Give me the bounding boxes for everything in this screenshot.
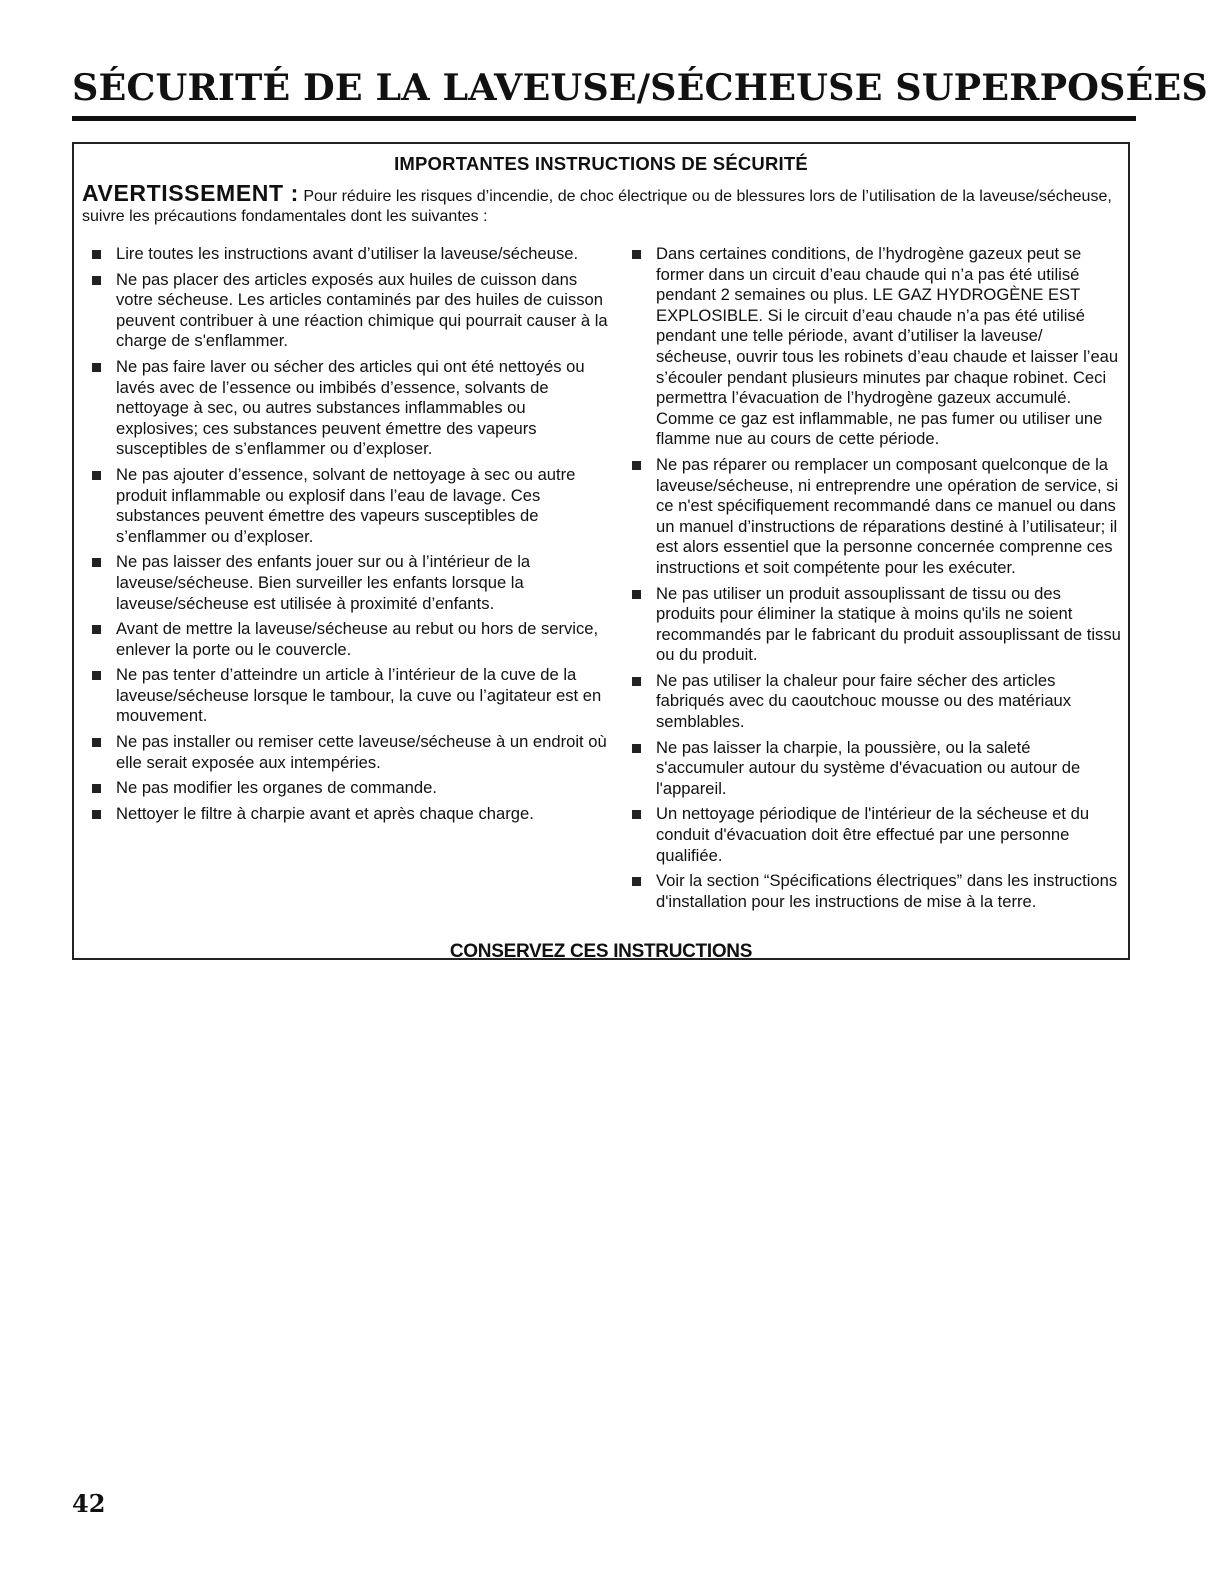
bullet-icon [92,738,101,747]
safety-instructions-box [72,142,1130,960]
list-item [82,619,610,660]
warning-text: Pour réduire les risques d’incendie, de choc électrique ou de blessures lors de l’utilisation de la laveuse/sécheuse, suivre les précautions fondamentales dont les suivantes : [82,188,1112,225]
list-item [622,455,1122,579]
bullet-icon [92,558,101,567]
list-item [82,465,610,547]
bullet-icon [92,250,101,259]
list-item [82,778,610,799]
bullet-icon [632,877,641,886]
bullet-icon [92,625,101,634]
list-item [622,871,1122,912]
list-item-text: Avant de mettre la laveuse/sécheuse au rebut ou hors de service, enlever la porte ou le couvercle. [116,619,599,659]
list-item [622,584,1122,666]
list-item [622,804,1122,866]
list-item-text: Ne pas ajouter d’essence, solvant de nettoyage à sec ou autre produit inflammable ou explosif dans l’eau de lavage. Ces substances peuvent émettre des vapeurs susceptibles de s’enflammer ou d’exploser. [116,464,576,546]
list-item-text: Ne pas installer ou remiser cette laveuse/sécheuse à un endroit où elle serait exposée aux intempéries. [116,732,607,772]
list-item [82,244,610,265]
safety-list-right [622,244,1122,917]
bullet-icon [92,363,101,372]
list-item-text: Ne pas utiliser la chaleur pour faire sécher des articles fabriqués avec du caoutchouc mousse ou des matériaux semblables. [656,670,1072,732]
list-item-text: Ne pas tenter d’atteindre un article à l’intérieur de la cuve de la laveuse/sécheuse lorsque le tambour, la cuve ou l’agitateur est en mouvement. [116,665,602,726]
list-item [82,732,610,773]
list-item-text: Ne pas faire laver ou sécher des articles qui ont été nettoyés ou lavés avec de l’essence ou imbibés d’essence, solvants de nettoyage à sec, ou autres substances inflammables ou explosives; ces substances peuvent émettre des vapeurs susceptibles de s’enflammer ou d’exploser. [116,356,585,459]
warning-paragraph [82,180,1122,227]
warning-label: AVERTISSEMENT : [82,180,299,206]
list-item [82,804,610,825]
bullet-icon [632,590,641,599]
safety-list-left [82,244,610,829]
bullet-icon [632,810,641,819]
list-item [82,552,610,614]
bullet-icon [92,471,101,480]
list-item-text: Lire toutes les instructions avant d’utiliser la laveuse/sécheuse. [116,244,579,263]
list-item-text: Ne pas placer des articles exposés aux huiles de cuisson dans votre sécheuse. Les articles contaminés par des huiles de cuisson peuvent contribuer à une réaction chimique qui pourrait causer à la charge de s'enflammer. [116,269,608,351]
list-item [622,671,1122,733]
list-item [622,244,1122,450]
bullet-icon [632,677,641,686]
bullet-icon [632,461,641,470]
list-item-text: Nettoyer le filtre à charpie avant et après chaque charge. [116,803,534,823]
list-item [82,357,610,460]
title-underline [72,116,1136,121]
list-item-text: Ne pas réparer ou remplacer un composant quelconque de la laveuse/sécheuse, ni entreprendre une opération de service, si ce n'est spécifiquement recommandé dans ce manuel ou dans un manuel d’instructions de réparations destiné à l’utilisateur; il est alors essentiel que la personne concernée comprenne ces instructions et soit compétente pour les exécuter. [656,454,1119,577]
conservez-instructions-footer: CONSERVEZ CES INSTRUCTIONS [449,941,753,962]
safety-heading: IMPORTANTES INSTRUCTIONS DE SÉCURITÉ [394,153,808,174]
list-item-text: Ne pas utiliser un produit assouplissant de tissu ou des produits pour éliminer la statique à moins qu'ils ne soient recommandés par le fabricant du produit assouplissant de tissu ou du produit. [656,583,1121,665]
list-item-text: Dans certaines conditions, de l’hydrogène gazeux peut se former dans un circuit d’eau chaude qui n’a pas été utilisé pendant 2 semaines ou plus. LE GAZ HYDROGÈNE EST EXPLOSIBLE. Si le circuit d’eau chaude n’a pas été utilisé pendant une telle période, avant d’utiliser la laveuse/ sécheuse, ouvrir tous les robinets d’eau chaude et laisser l’eau s’écouler pendant plusieurs minutes par chaque robinet. Ceci permettra l’évacuation de l’hydrogène gazeux accumulé. Comme ce gaz est inflammable, ne pas fumer ou utiliser une flamme nue au cours de cette période. [656,244,1119,449]
bullet-icon [632,744,641,753]
list-item [82,665,610,727]
page-title: SÉCURITÉ DE LA LAVEUSE/SÉCHEUSE SUPERPOSÉES [72,66,1208,109]
bullet-icon [92,810,101,819]
list-item-text: Un nettoyage périodique de l'intérieur de la sécheuse et du conduit d'évacuation doit être effectué par une personne qualifiée. [656,804,1090,865]
bullet-icon [92,276,101,285]
list-item [82,270,610,352]
page-number: 42 [72,1489,106,1518]
list-item-text: Ne pas modifier les organes de commande. [116,778,437,798]
bullet-icon [92,784,101,793]
bullet-icon [632,250,641,259]
list-item-text: Ne pas laisser des enfants jouer sur ou à l’intérieur de la laveuse/sécheuse. Bien surveiller les enfants lorsque la laveuse/sécheuse est utilisée à proximité d’enfants. [116,552,531,613]
list-item-text: Voir la section “Spécifications électriques” dans les instructions d'installation pour les instructions de mise à la terre. [656,871,1118,911]
bullet-icon [92,671,101,680]
list-item [622,738,1122,800]
list-item-text: Ne pas laisser la charpie, la poussière, ou la saleté s'accumuler autour du système d'évacuation ou autour de l'appareil. [656,737,1081,798]
